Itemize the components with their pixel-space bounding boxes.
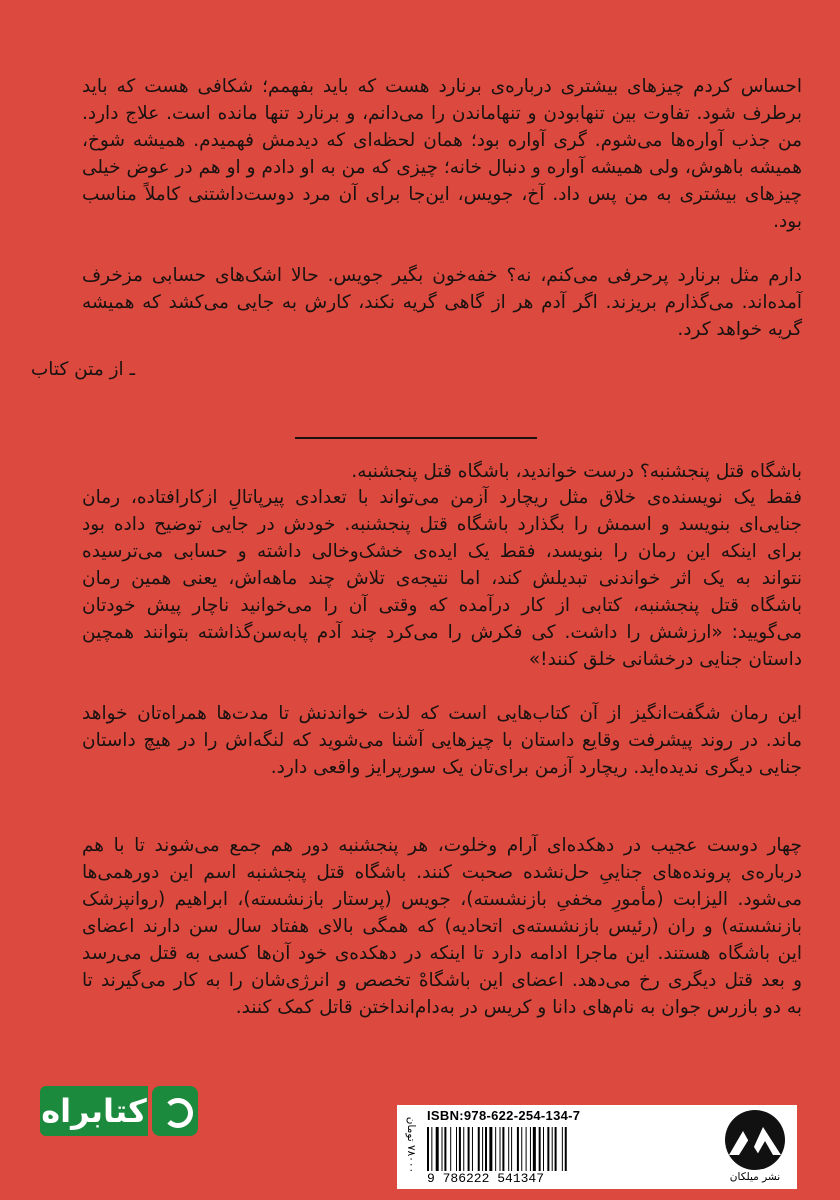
text-line: این رمان شگفت‌انگیز از آن کتاب‌هایی است که لذت خواندنش تا مدت‌ها همراه‌تان خواهد <box>82 703 802 724</box>
publisher-logo <box>719 1109 791 1187</box>
text-line: ماند. در روند پیشرفت وقایع داستان با چیزهایی آشنا می‌شوید که لنگه‌اش را در هیچ داستان <box>82 730 802 751</box>
isbn-text: ISBN:978-622-254-134-7 <box>427 1108 581 1123</box>
logo-wordmark: کتابراه <box>40 1086 148 1136</box>
publisher-name: نشر میلکان <box>729 1171 781 1183</box>
price-label <box>400 1111 422 1185</box>
quote-attribution: ـ از متن کتاب <box>30 359 135 380</box>
text-line: برطرف شود. تفاوت بین تنهابودن و تنهاماندن را می‌دانم، و برنارد تنها مانده است. علاج دارد. <box>82 103 802 124</box>
text-line: این باشگاه هستند. این ماجرا ادامه دارد تا اینکه در دهکده‌ی خود آن‌ها کسی به قتل می‌رسد <box>82 943 802 964</box>
text-line: باشگاه قتل پنجشنبه، کتابی از کار درآمده که وقتی آن را می‌خوانید ناچار پیش خودتان <box>82 595 802 616</box>
text-line: جنایی‌ای بنویسد و اسمش را بگذارد باشگاه قتل پنجشنبه. خودش در جایی توضیح داده بود <box>82 514 802 535</box>
text-line: جنایی دیگری ندیده‌اید. ریچارد آزمن برای‌تان یک سورپرایز واقعی دارد. <box>270 757 802 778</box>
synopsis-paragraph <box>82 832 802 1021</box>
barcode-digits: 9 786222 541347 <box>427 1171 545 1186</box>
text-line: بازنشسته) و ران (رئیس بازنشسته‌ی اتحادیه) که همگی بالای هفتاد سال سن دارند اعضای <box>82 916 802 937</box>
intro-paragraph <box>82 484 802 673</box>
text-line: چهار دوست عجیب در دهکده‌ای آرام وخلوت، هر پنجشنبه دور هم جمع می‌شوند تا با هم <box>82 835 802 856</box>
ketabrah-logo <box>40 1082 200 1142</box>
text-line: باشگاه قتل پنجشنبه؟ درست خواندید، باشگاه قتل پنجشنبه. <box>351 461 802 482</box>
text-line: می‌گویید: «ارزشش را داشت. کی فکرش را می‌کرد چند آدم پابه‌سن‌گذاشته بتوانند همچین <box>82 622 802 643</box>
quote-paragraph-2 <box>82 262 802 343</box>
text-line: من جذب آواره‌ها می‌شوم. گری آواره بود؛ همان لحظه‌ای که دیدمش فهمیدم. همیشه شوخ، <box>82 130 802 151</box>
text-line: آمده‌اند. می‌گذارم بریزند. اگر آدم هر از گاهی گریه نکند، کارش به جایی می‌کشد که همیشه <box>82 292 802 313</box>
barcode-label <box>397 1105 797 1189</box>
mountains-icon <box>719 1109 791 1171</box>
text-line: به دو بازرس جوان به نام‌های دانا و کریس در به‌دام‌انداختن قاتل کمک کنند. <box>235 997 802 1018</box>
text-line: برای اینکه این رمان را بنویسد، فقط یک ایده‌ی خشک‌وخالی داشته و حسابی می‌ترسیده <box>82 541 802 562</box>
text-line: همیشه باهوش، ولی همیشه آواره و دنبال خانه؛ چیزی که من به او دادم و او هم در عوض خیلی <box>82 157 802 178</box>
text-line: گریه خواهد کرد. <box>677 319 802 340</box>
text-line: نتواند به یک اثر خواندنی تبدیلش کند، اما نتیجه‌ی تلاش چند ماهه‌اش، یعنی همین رمان <box>82 568 802 589</box>
text-line: می‌شود. الیزابت (مأمورِ مخفیِ بازنشسته)، جویس (پرستار بازنشسته)، ابراهیم (روانپزشک <box>82 889 802 910</box>
barcode-bars <box>427 1127 617 1171</box>
price-text: ۷۸۰۰۰ تومان <box>405 1116 417 1174</box>
praise-paragraph <box>82 700 802 781</box>
text-line: دارم مثل برنارد پرحرفی می‌کنم، نه؟ خفه‌خون بگیر جویس. حالا اشک‌های حسابی مزخرف <box>82 265 802 286</box>
text-line: و بعد قتل دیگری رخ می‌دهد. اعضای این باشگاهْ تخصص و انرژی‌شان را به کار می‌گیرند تا <box>82 970 802 991</box>
text-line: درباره‌ی پرونده‌های جناییِ حل‌نشده صحبت کنند. باشگاه قتل پنجشنبه اسم این دورهمی‌ها <box>82 862 802 883</box>
section-divider <box>295 437 537 439</box>
quote-paragraph-1 <box>82 73 802 235</box>
intro-heading-line <box>82 458 802 485</box>
logo-mark-icon <box>152 1086 198 1136</box>
text-line: داستان جنایی درخشانی خلق کنند!» <box>528 649 802 670</box>
text-line: فقط یک نویسنده‌ی خلاق مثل ریچارد آزمن می‌تواند با تعدادی پیرپاتالِ ازکارافتاده، رمان <box>82 487 802 508</box>
text-line: احساس کردم چیزهای بیشتری درباره‌ی برنارد هست که باید بفهمم؛ شکافی هست که باید <box>82 76 802 97</box>
text-line: بود. <box>773 211 802 232</box>
text-line: چیزهای بیشتری به من پس داد. آخ، جویس، این‌جا برای آن مرد دوست‌داشتنی کاملاً مناسب <box>82 184 802 205</box>
